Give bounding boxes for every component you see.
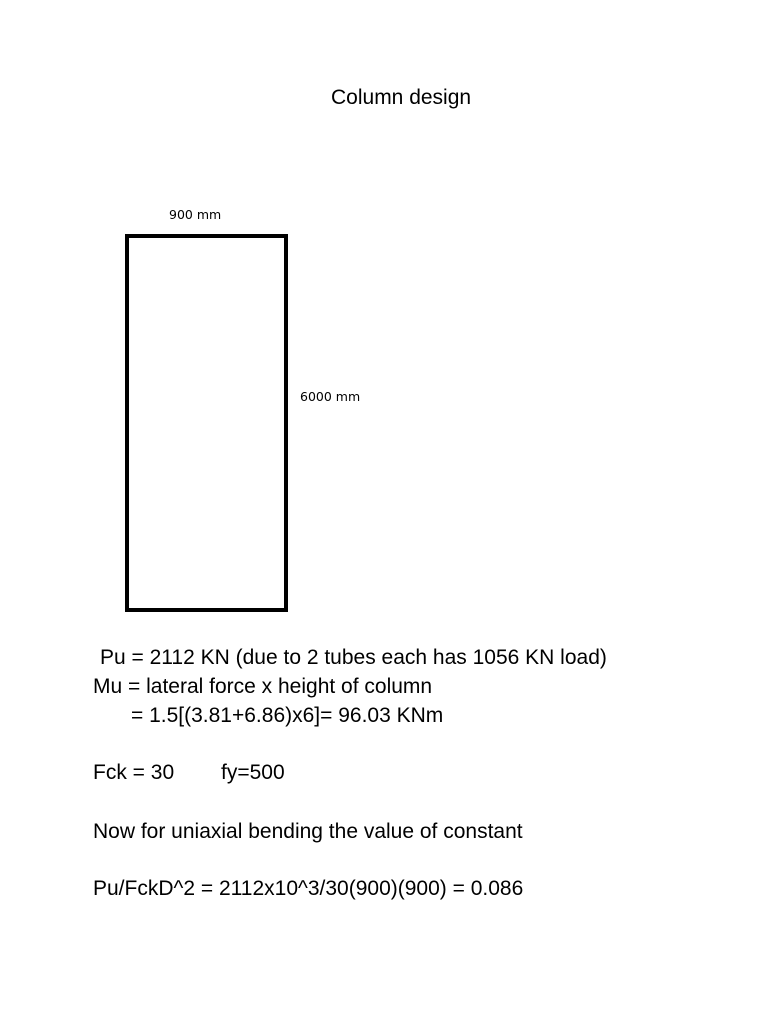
column-section-rectangle [125,234,288,612]
calc-pu-line: Pu = 2112 KN (due to 2 tubes each has 1056 KN load) [100,646,607,669]
column-height-label: 6000 mm [300,389,361,404]
calc-fck-text: Fck = 30 [93,761,175,784]
calc-mu-line: Mu = lateral force x height of column [93,675,433,698]
calc-fy-text: fy=500 [221,761,285,784]
calc-uniaxial-line: Now for uniaxial bending the value of constant [93,820,523,843]
page-title: Column design [331,86,472,109]
calc-ratio-line: Pu/FckD^2 = 2112x10^3/30(900)(900) = 0.086 [93,877,524,900]
column-width-label: 900 mm [169,207,222,222]
calc-mu-value-line: = 1.5[(3.81+6.86)x6]= 96.03 KNm [131,704,444,727]
